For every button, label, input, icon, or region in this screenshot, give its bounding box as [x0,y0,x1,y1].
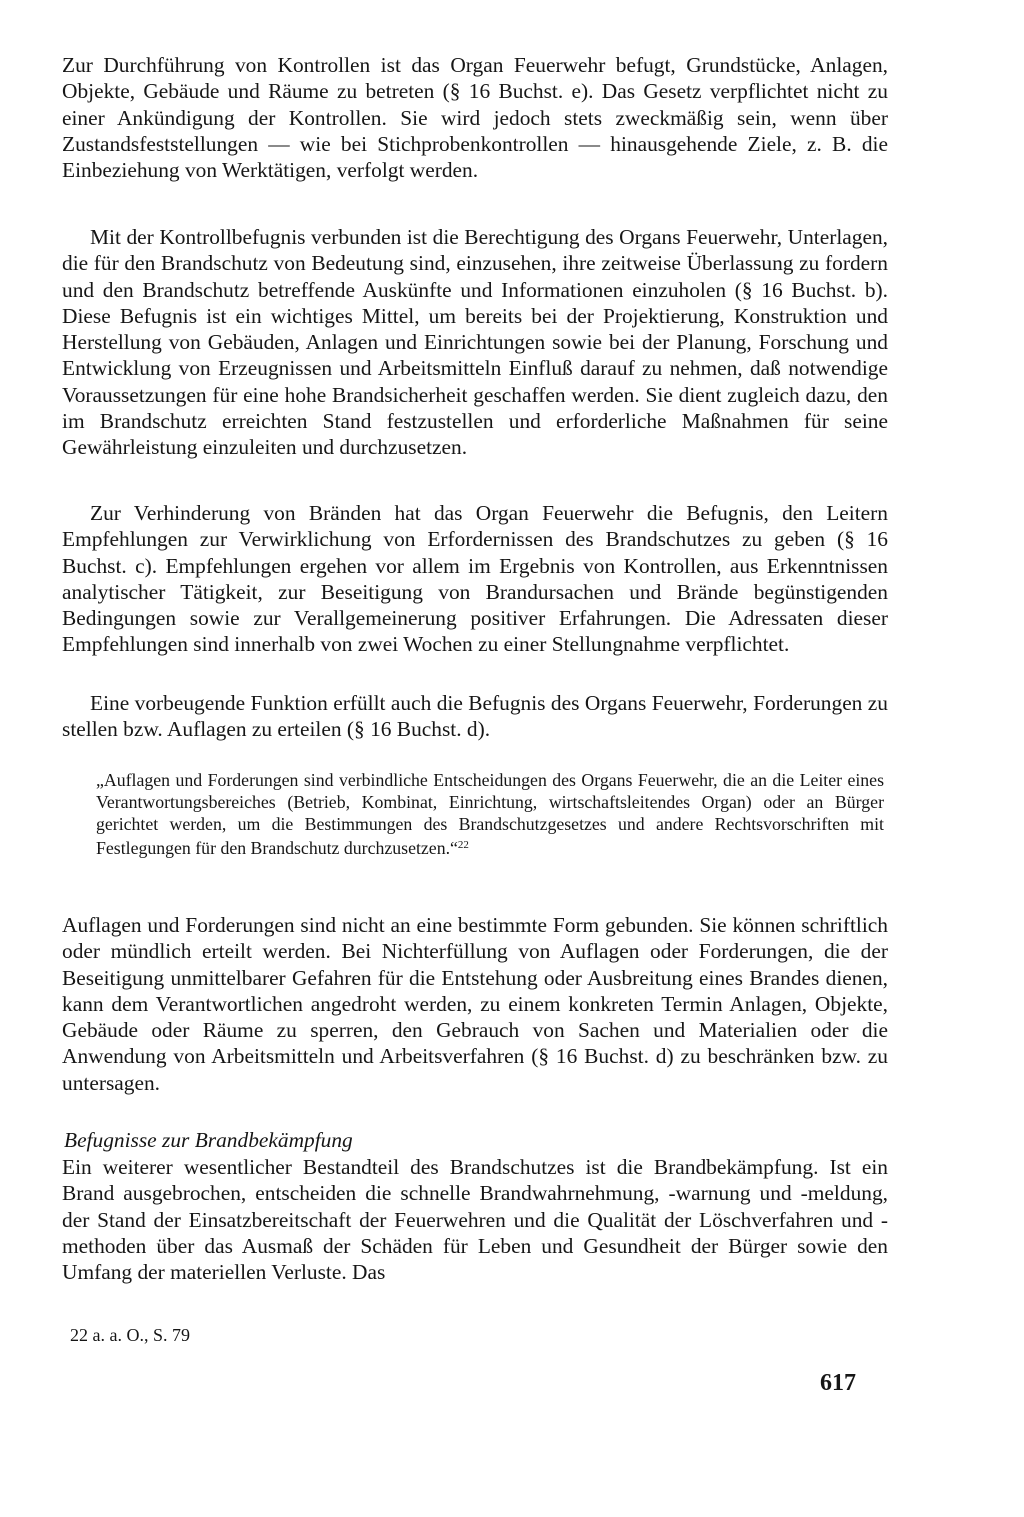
block-quote [96,770,884,860]
section-heading: Befugnisse zur Brandbekämpfung [64,1128,353,1152]
paragraph-auflagen-intro: Eine vorbeugende Funktion erfüllt auch die Befugnis des Organs Feuerwehr, Forderungen zu stellen bzw. Auflagen zu erteilen (§ 16 Buchst. d). [62,691,888,742]
paragraph-kontrollen: Zur Durchführung von Kontrollen ist das Organ Feuerwehr befugt, Grundstücke, Anlagen, Objekte, Gebäude und Räume zu betreten (§ 16 Buchst. e). Das Gesetz verpflichtet nicht zu einer Ankündigung der Kontrollen. Sie wird jedoch stets zweckmäßig sein, wenn über Zustandsfeststellungen — wie bei Stichprobenkontrollen — hinausgehende Ziele, z. B. die Einbeziehung von Werktätigen, verfolgt werden. [62,53,888,183]
page-number: 617 [820,1370,856,1396]
footnote-reference: 22 [457,839,469,852]
paragraph-auflagen-form: Auflagen und Forderungen sind nicht an eine bestimmte Form gebunden. Sie können schriftlich oder mündlich erteilt werden. Bei Nichterfüllung von Auflagen oder Forderungen, die der Beseitigung unmittelbarer Gefahren für die Entstehung oder Ausbreitung eines Brandes dienen, kann dem Verantwortlichen angedroht werden, zu einem konkreten Termin Anlagen, Objekte, Gebäude oder Räume zu sperren, den Gebrauch von Sachen und Materialien oder die Anwendung von Arbeitsmitteln und Arbeitsverfahren (§ 16 Buchst. d) zu beschränken bzw. zu untersagen. [62,913,888,1095]
paragraph-kontrollbefugnis: Mit der Kontrollbefugnis verbunden ist die Berechtigung des Organs Feuerwehr, Unterlagen, die für den Brandschutz von Bedeutung sind, einzusehen, ihre zeitweise Überlassung zu fordern und den Brandschutz betreffende Auskünfte und Informationen einzuholen (§ 16 Buchst. b). Diese Befugnis ist ein wichtiges Mittel, um bereits bei der Projektierung, Konstruktion und Herstellung von Gebäuden, Anlagen und Einrichtungen sowie bei der Planung, Forschung und Entwicklung von Erzeugnissen und Arbeitsmitteln Einfluß darauf zu nehmen, daß notwendige Voraussetzungen für eine hohe Brandsicherheit geschaffen werden. Sie dient zugleich dazu, den im Brandschutz erreichten Stand festzustellen und erforderliche Maßnahmen für seine Gewährleistung einzuleiten und durchzusetzen. [62,225,888,460]
quote-text: „Auflagen und Forderungen sind verbindliche Entscheidungen des Organs Feuerwehr, die an die Leiter eines Verantwortungsbereiches (Betrieb, Kombinat, Einrichtung, wirtschaftsleitendes Organ) oder an Bürger gerichtet werden, um die Bestimmungen des Brandschutzgesetzes und andere Rechtsvorschriften mit Festlegungen für den Brandschutz durchzusetzen.“ [96,770,884,859]
paragraph-empfehlungen: Zur Verhinderung von Bränden hat das Organ Feuerwehr die Befugnis, den Leitern Empfehlungen zur Verwirklichung von Erfordernissen des Brandschutzes zu geben (§ 16 Buchst. c). Empfehlungen ergehen vor allem im Ergebnis von Kontrollen, aus Erkenntnissen analytischer Tätigkeit, zur Beseitigung von Brandursachen und Brände begünstigenden Bedingungen sowie zur Verallgemeinerung positiver Erfahrungen. Die Adressaten dieser Empfehlungen sind innerhalb von zwei Wochen zu einer Stellungnahme verpflichtet. [62,501,888,657]
paragraph-brandbekaempfung: Ein weiterer wesentlicher Bestandteil des Brandschutzes ist die Brandbekämpfung. Ist ein Brand ausgebrochen, entscheiden die schnelle Brandwahrnehmung, -warnung und -meldung, der Stand der Einsatzbereitschaft der Feuerwehren und die Qualität der Löschverfahren und -methoden über das Ausmaß der Schäden für Leben und Gesundheit der Bürger sowie den Umfang der materiellen Verluste. Das [62,1155,888,1285]
footnote: 22 a. a. O., S. 79 [70,1325,190,1345]
